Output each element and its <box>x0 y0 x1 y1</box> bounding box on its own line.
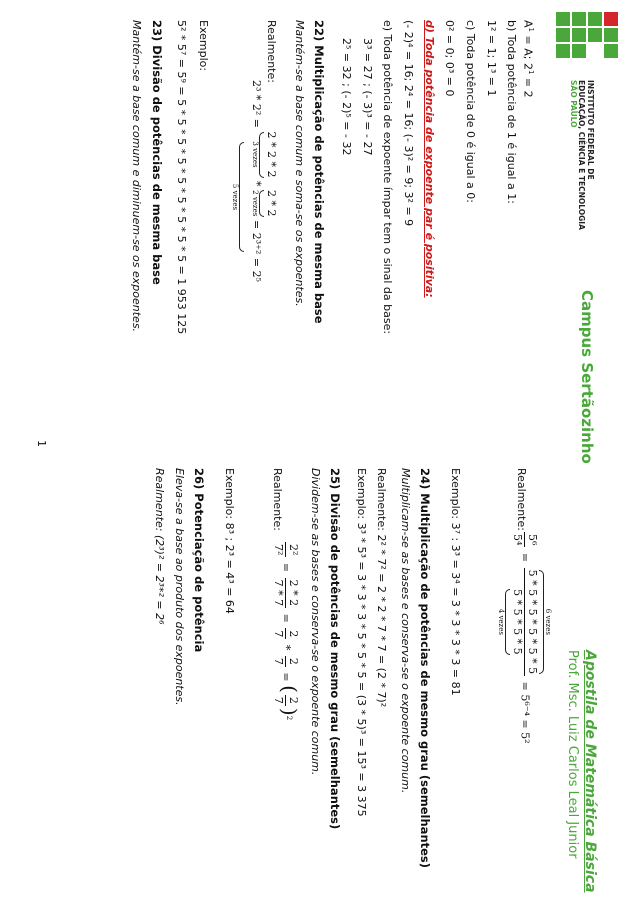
logo-green-square <box>556 28 570 42</box>
fraction-numerator: 2 <box>287 657 300 665</box>
division-equation: 5⁶ 5⁴ = 6 vezes 5 * 5 * 5 * 5 * 5 * 5 5 * 5 * 5 * 5 4 vezes = 5⁶⁻⁴ = 5² <box>497 534 552 744</box>
text: 1 <box>527 27 535 32</box>
fraction-numerator: 2 * 2 <box>287 579 300 607</box>
exponent: 2 <box>285 715 294 721</box>
division-realmente: Realmente: <box>515 468 528 531</box>
property-a-example <box>520 20 538 98</box>
fraction-denominator: 7² <box>272 544 285 556</box>
logo-green-square <box>604 28 618 42</box>
section-22-example-label: Exemplo: <box>197 20 210 72</box>
equation-term: 5 * 5 * 5 * 5 <box>511 589 524 655</box>
property-c-example: 0² = 0; 0³ = 0 <box>443 20 456 97</box>
division-example: Exemplo: 3⁷ : 3³ = 3⁴ = 3 * 3 * 3 * 3 = 81 <box>449 468 462 696</box>
page-number: 1 <box>35 440 48 447</box>
property-b: b) Toda potência de 1 é igual a 1: <box>505 20 518 204</box>
logo-green-square <box>572 44 586 58</box>
underbrace <box>505 589 510 654</box>
fraction-numerator: 2 <box>287 630 300 638</box>
brace-label: 3 vezes <box>251 141 259 168</box>
brace-label: 6 vezes <box>544 608 552 635</box>
text: = 2 <box>521 74 535 98</box>
brace-label: 4 vezes <box>497 608 505 635</box>
property-e-example-2: 2⁵ = 32 ; (- 2)⁵ = - 32 <box>340 38 353 156</box>
equation-lhs: 2³ * 2² = <box>250 80 263 132</box>
section-22-title: 22) Multiplicação de potências de mesma base <box>312 20 326 324</box>
fraction-denominator: 7 <box>272 630 285 638</box>
fraction-denominator: 7 <box>272 696 285 704</box>
institute-line: INSTITUTO FEDERAL DE <box>586 80 595 180</box>
fraction-numerator: 2² <box>287 544 300 556</box>
fraction <box>510 532 539 547</box>
equation-term: 2 * 2 <box>265 190 278 217</box>
institute-name <box>569 80 595 230</box>
logo-green-square <box>572 28 586 42</box>
property-b-example: 1² = 1; 1³ = 1 <box>485 20 498 97</box>
document-title: Apostila de Matemática Básica <box>582 650 598 893</box>
underbrace <box>259 132 264 178</box>
fraction-numerator <box>524 568 552 676</box>
equation-term: 5 * 5 * 5 * 5 * 5 * 5 <box>526 569 539 675</box>
property-e: e) Toda potência de expoente ímpar tem o sinal da base: <box>381 20 394 335</box>
section-22-example: 5² * 5⁷ = 5⁹ = 5 * 5 * 5 * 5 * 5 * 5 * 5 * 5 * 5 = 1 953 125 <box>175 20 188 335</box>
fraction <box>497 568 552 676</box>
section-24-title: 24) Multiplicação de potências de mesmo grau (semelhantes) <box>418 468 432 869</box>
property-c: c) Toda potência de 0 é igual a 0: <box>464 20 477 203</box>
fraction-denominator: 5⁴ <box>511 534 524 546</box>
section-24-rule: Multiplicam-se as bases e conserva-se o expoente comum. <box>399 468 412 794</box>
equation-result: = 5⁶⁻⁴ = 5² <box>518 681 532 744</box>
equation-term: 2 * 2 * 2 <box>265 131 278 178</box>
fraction <box>271 542 300 557</box>
fraction-numerator: 2 <box>287 696 300 704</box>
brace-label: 5 vezes <box>231 183 239 211</box>
brace-label: 2 vezes <box>251 190 259 217</box>
institute-line: EDUCAÇÃO, CIÊNCIA E TECNOLOGIA <box>577 80 587 230</box>
section-26-rule: Eleva-se a base ao produto dos expoentes. <box>173 468 186 706</box>
institute-logo <box>558 12 618 72</box>
underbrace <box>239 142 244 252</box>
equation-rhs: = 2³⁺² = 2⁵ <box>250 220 263 282</box>
section-24-example: Exemplo: 3³ * 5³ = 3 * 3 * 3 * 5 * 5 * 5 = (3 * 5)³ = 15³ = 3 375 <box>355 468 368 817</box>
equation-group-b <box>251 190 278 217</box>
section-24-realmente: Realmente: 2² * 7² = 2 * 2 * 7 * 7 = (2 * 7)² <box>375 468 388 708</box>
fraction <box>271 628 300 639</box>
logo-green-square <box>604 44 618 58</box>
logo-red-square <box>604 12 618 26</box>
author-name: Prof. Msc. Luiz Carlos Leal Junior <box>565 650 580 859</box>
fraction-denominator <box>497 587 524 656</box>
section-25-title: 25) Divisão de potências de mesmo grau (semelhantes) <box>328 468 342 830</box>
text: = A; 2 <box>521 32 535 70</box>
fraction <box>271 578 300 609</box>
section-22-equation: 2³ * 2² = 2 * 2 * 2 3 vezes * 2 * 2 2 vezes = 2³⁺² = 2⁵ <box>250 80 278 282</box>
fraction-numerator: 5⁶ <box>526 534 539 546</box>
section-22-rule: Mantém-se a base comum e soma-se os expoentes. <box>293 20 306 307</box>
logo-green-square <box>556 44 570 58</box>
section-26-title: 26) Potenciação de potência <box>192 468 206 653</box>
section-22-realmente: Realmente: <box>265 20 278 83</box>
section-25-example: Exemplo: 8³ ; 2³ = 4³ = 64 <box>223 468 236 614</box>
text: A <box>521 20 535 28</box>
underbrace <box>259 190 264 217</box>
logo-green-square <box>588 28 602 42</box>
logo-green-square <box>556 12 570 26</box>
campus-title: Campus Sertãozinho <box>578 290 596 464</box>
fraction-denominator: 7 * 7 <box>272 579 285 607</box>
fraction <box>271 656 300 667</box>
section-25-rule: Dividem-se as bases e conserva-se o expoente comum. <box>309 468 322 776</box>
section-26-realmente: Realmente: (2³)² = 2³*² = 2⁶ <box>153 468 166 625</box>
property-e-example-1: 3³ = 27 ; (- 3)³ = - 27 <box>361 38 374 156</box>
section-23-rule: Mantém-se a base comum e diminuem-se os expoentes. <box>130 20 143 333</box>
section-23-title: 23) Divisão de potências de mesma base <box>150 20 164 285</box>
section-25-realmente: Realmente: <box>271 468 284 531</box>
logo-green-square <box>572 12 586 26</box>
fraction <box>271 695 300 706</box>
property-d: d) Toda potência de expoente par é positiva: <box>423 20 436 298</box>
fraction-denominator: 7 <box>272 657 285 665</box>
text: 1 <box>527 69 535 75</box>
underbrace-total <box>231 142 244 252</box>
property-d-example: (- 2)⁴ = 16; 2⁴ = 16; (- 3)² = 9; 3² = 9 <box>402 20 415 227</box>
section-25-equation: 2² 7² = 2 * 2 7 * 7 = 2 7 * 2 7 = ( 2 7 )$^2$ <box>272 544 302 721</box>
logo-green-square <box>588 12 602 26</box>
institute-city: SÃO PAULO <box>569 80 578 128</box>
equation-group-a <box>251 132 278 178</box>
